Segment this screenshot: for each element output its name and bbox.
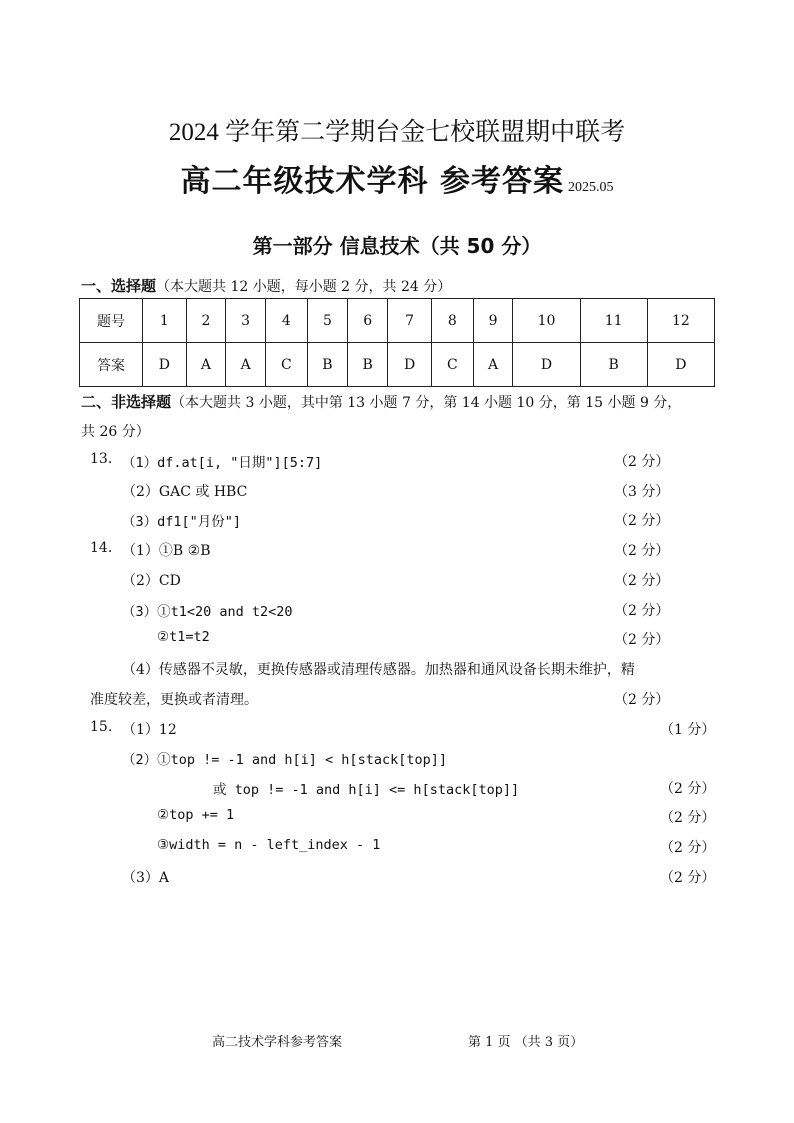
table-cell: 11 (580, 299, 647, 343)
q13-score-2: （3 分） (614, 484, 670, 500)
row-label-number: 题号 (80, 299, 143, 343)
table-cell: 8 (431, 299, 473, 343)
q15-score-2b: （2 分） (660, 810, 716, 826)
section2-heading (81, 391, 681, 412)
table-cell: D (513, 343, 580, 387)
table-cell: 5 (307, 299, 347, 343)
table-cell: D (143, 343, 187, 387)
section1-heading (81, 275, 451, 296)
q13-answer-2: （2）GAC 或 HBC (122, 484, 248, 500)
q15-number: 15. (90, 719, 113, 735)
answer-table (79, 298, 715, 387)
q15-answer-2c: ③width = n - left_index - 1 (157, 837, 381, 853)
q14-answer-4: （4）传感器不灵敏，更换传感器或清理传感器。加热器和通风设备长期未维护，精 (122, 662, 635, 678)
document-date: 2025.05 (567, 180, 614, 195)
table-cell: 7 (388, 299, 432, 343)
q14-answer-2: （2）CD (122, 573, 181, 589)
q14-answer-3: （3）①t1<20 and t2<20 (122, 604, 293, 620)
table-cell: B (348, 343, 388, 387)
table-cell: B (307, 343, 347, 387)
row-label-answer: 答案 (80, 343, 143, 387)
q14-score-1: （2 分） (614, 543, 670, 559)
table-row-answers (80, 343, 715, 387)
q15-score-3: （2 分） (660, 870, 716, 886)
q15-answer-1: （1）12 (122, 722, 177, 738)
q13-answer-1: （1）df.at[i, "日期"][5:7] (122, 455, 323, 471)
q15-answer-3: （3）A (122, 870, 170, 886)
table-cell: A (186, 343, 226, 387)
q15-score-2: （2 分） (660, 781, 716, 797)
part-title: 第一部分 信息技术（共 50 分） (252, 234, 542, 258)
table-cell: A (473, 343, 513, 387)
table-cell: C (265, 343, 307, 387)
table-cell: 1 (143, 299, 187, 343)
table-cell: 4 (265, 299, 307, 343)
q13-score-3: （2 分） (614, 513, 670, 529)
table-cell: 12 (647, 299, 714, 343)
section2-label: 二、非选择题 (81, 393, 172, 411)
q14-number: 14. (90, 540, 113, 556)
table-cell: D (388, 343, 432, 387)
q13-answer-3: （3）df1["月份"] (122, 514, 242, 530)
q15-answer-2-alt: 或 top != -1 and h[i] <= h[stack[top]] (213, 782, 520, 798)
q14-score-3: （2 分） (614, 603, 670, 619)
q15-score-2c: （2 分） (660, 840, 716, 856)
footer-page-number: 第 1 页 （共 3 页） (468, 1035, 584, 1050)
document-subtitle (0, 156, 794, 200)
q14-score-2: （2 分） (614, 573, 670, 589)
table-cell: 10 (513, 299, 580, 343)
table-cell: 3 (226, 299, 266, 343)
table-cell: 2 (186, 299, 226, 343)
q13-score-1: （2 分） (614, 454, 670, 470)
q14-score-3b: （2 分） (614, 632, 670, 648)
table-cell: B (580, 343, 647, 387)
table-row-numbers (80, 299, 715, 343)
q15-score-1: （1 分） (660, 722, 716, 738)
table-cell: 6 (348, 299, 388, 343)
subtitle-text: 高二年级技术学科 参考答案 (180, 164, 564, 199)
section2-note: （本大题共 3 小题，其中第 13 小题 7 分，第 14 小题 10 分，第 15 小题 9 分， (171, 395, 682, 411)
q15-answer-2b: ②top += 1 (157, 807, 235, 823)
q15-answer-2: （2）①top != -1 and h[i] < h[stack[top]] (122, 752, 447, 768)
table-cell: A (226, 343, 266, 387)
table-cell: 9 (473, 299, 513, 343)
q14-answer-1: （1）①B ②B (122, 543, 211, 559)
q14-answer-4-cont: 准度较差，更换或者清理。 (90, 692, 258, 708)
footer-doc-name: 高二技术学科参考答案 (212, 1035, 343, 1050)
table-cell: D (647, 343, 714, 387)
q13-number: 13. (90, 451, 113, 467)
document-title: 2024 学年第二学期台金七校联盟期中联考 (168, 119, 626, 146)
section1-label: 一、选择题 (81, 277, 157, 295)
q14-score-4: （2 分） (614, 692, 670, 708)
q14-answer-3b: ②t1=t2 (157, 629, 210, 645)
section2-note-cont: 共 26 分） (81, 424, 150, 440)
section1-note: （本大题共 12 小题，每小题 2 分，共 24 分） (156, 279, 452, 295)
table-cell: C (431, 343, 473, 387)
